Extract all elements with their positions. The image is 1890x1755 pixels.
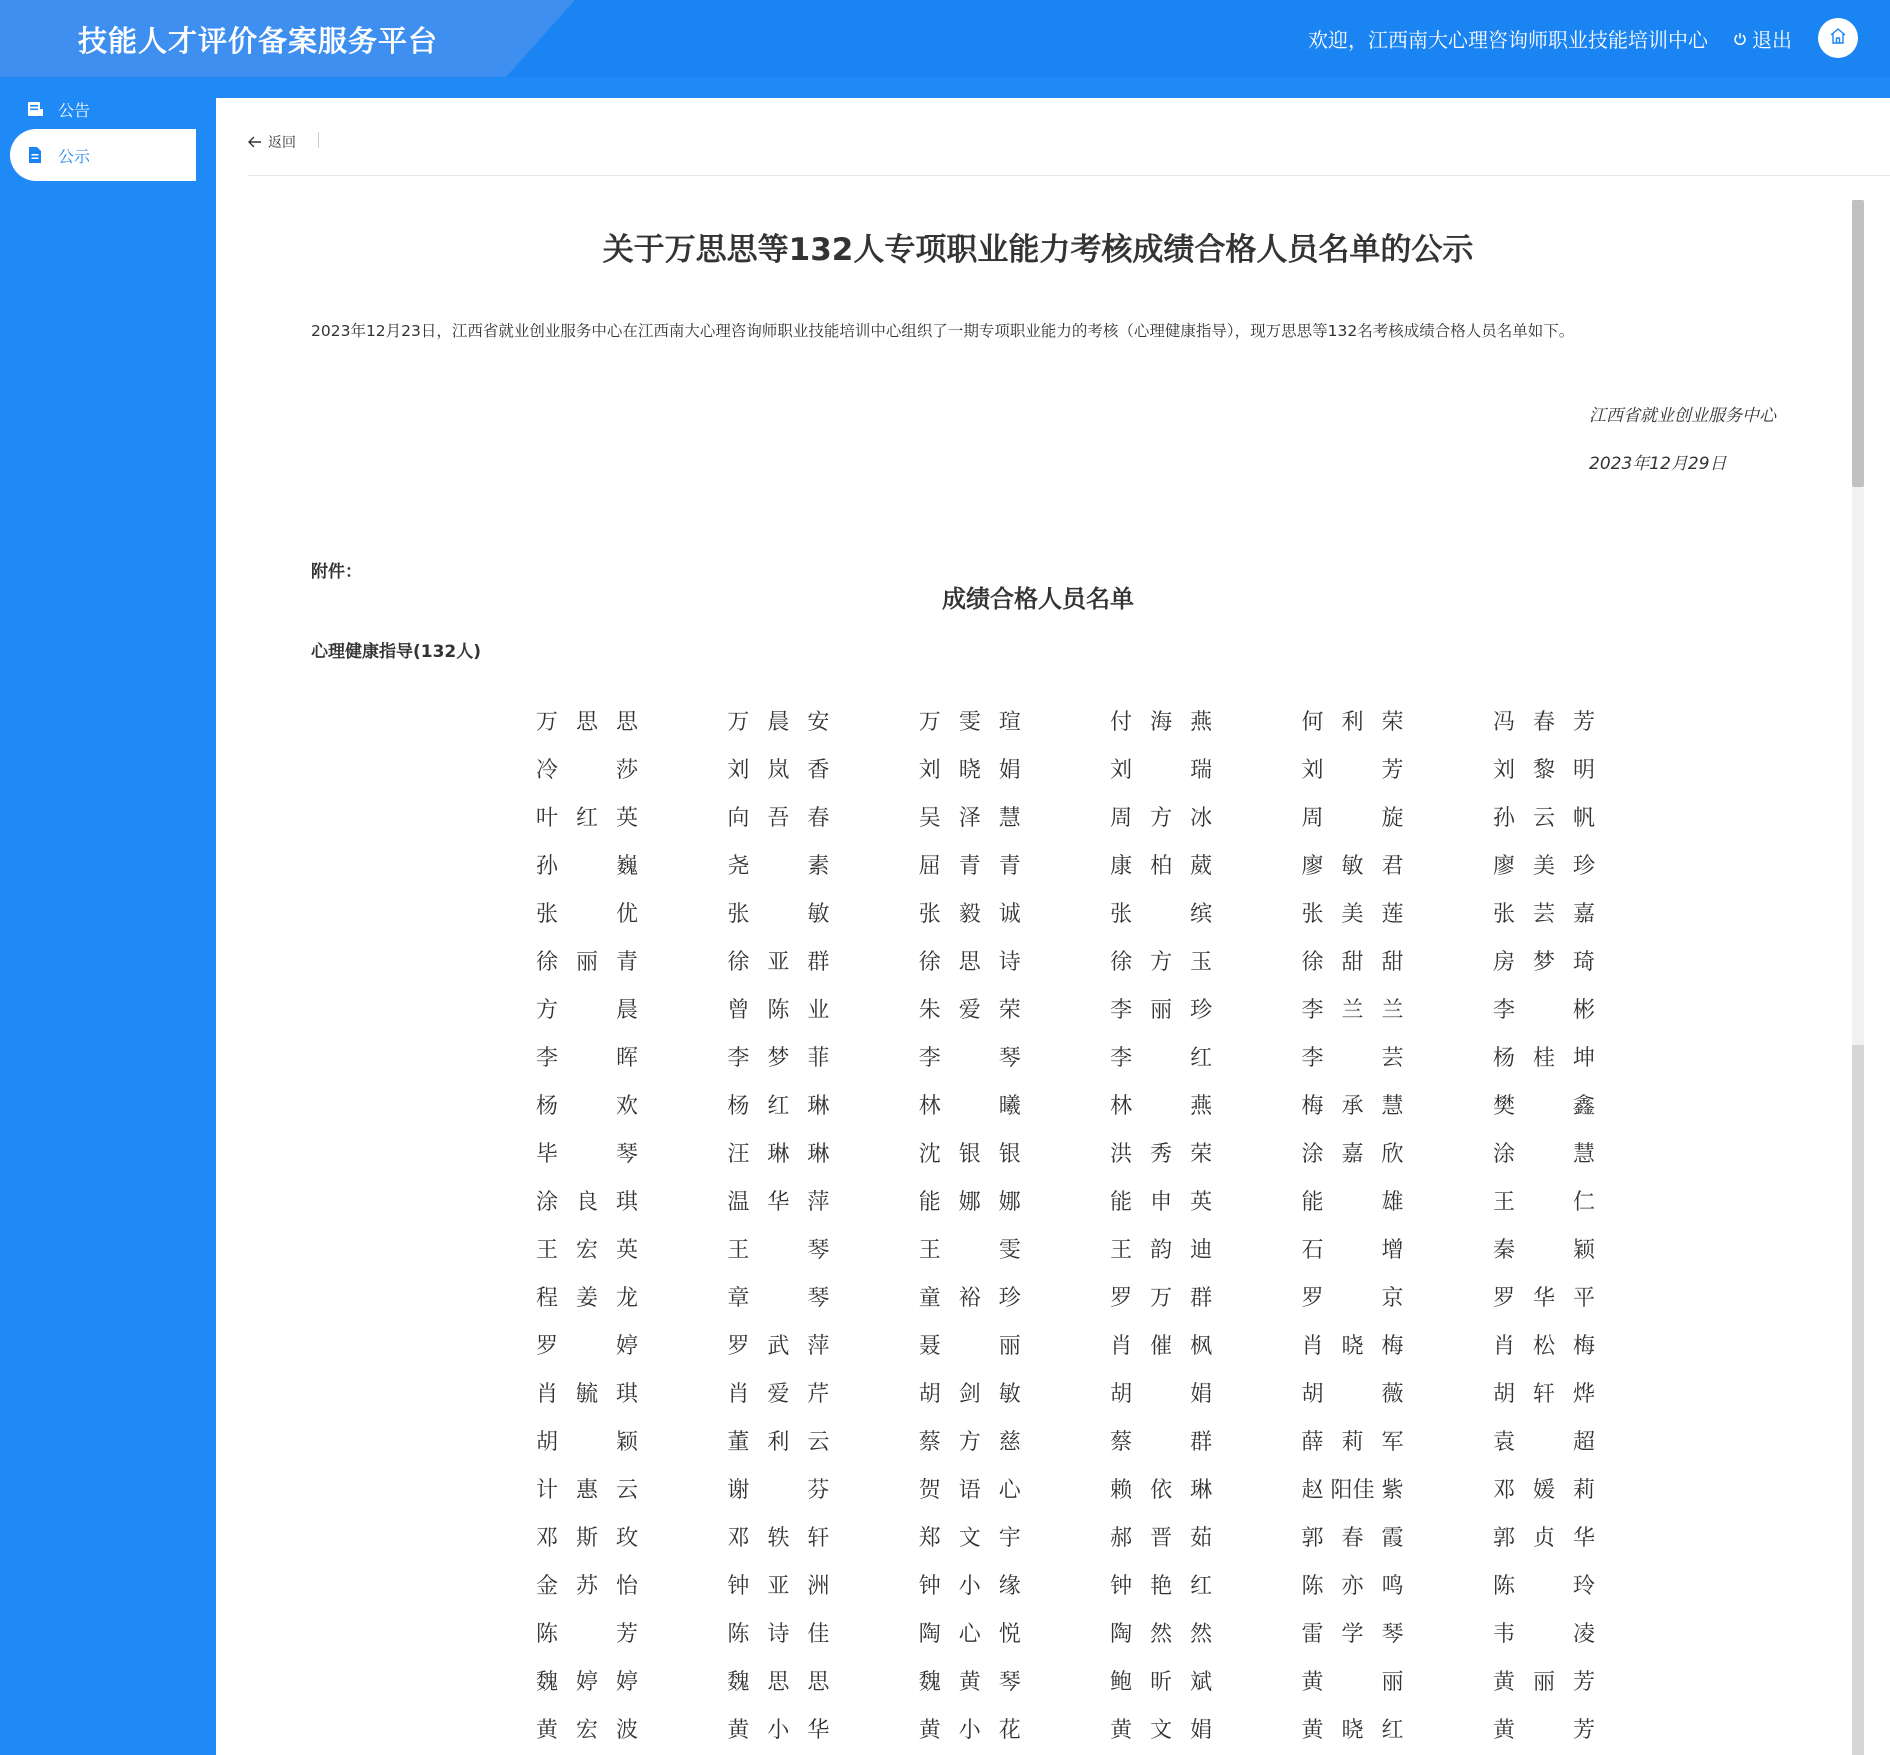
name-cell: 黄 小 花 bbox=[918, 1718, 1021, 1743]
name-cell: 肖 松 梅 bbox=[1492, 1334, 1595, 1359]
name-cell: 赵 阳佳 紫 bbox=[1301, 1478, 1404, 1503]
name-cell: 王 仁 bbox=[1492, 1190, 1595, 1215]
name-cell: 温 华 萍 bbox=[727, 1190, 830, 1215]
top-header bbox=[0, 0, 1890, 77]
name-cell: 金 苏 怡 bbox=[535, 1574, 638, 1599]
name-cell: 李 梦 菲 bbox=[727, 1046, 830, 1071]
name-cell: 涂 良 琪 bbox=[535, 1190, 638, 1215]
name-cell: 魏 婷 婷 bbox=[535, 1670, 638, 1695]
name-cell: 付 海 燕 bbox=[1110, 710, 1213, 735]
name-cell: 胡 剑 敏 bbox=[918, 1382, 1021, 1407]
name-cell: 李 芸 bbox=[1301, 1046, 1404, 1071]
name-cell: 曾 陈 业 bbox=[727, 998, 830, 1023]
name-cell: 罗 华 平 bbox=[1492, 1286, 1595, 1311]
names-grid bbox=[534, 699, 1714, 1755]
name-cell: 胡 颖 bbox=[535, 1430, 638, 1455]
name-cell: 林 燕 bbox=[1110, 1094, 1213, 1119]
name-cell: 徐 甜 甜 bbox=[1301, 950, 1404, 975]
name-cell: 王 韵 迪 bbox=[1110, 1238, 1213, 1263]
name-cell: 刘 芳 bbox=[1301, 758, 1404, 783]
name-cell: 肖 毓 琪 bbox=[535, 1382, 638, 1407]
name-cell: 郭 贞 华 bbox=[1492, 1526, 1595, 1551]
name-cell: 张 敏 bbox=[727, 902, 830, 927]
name-cell: 洪 秀 荣 bbox=[1110, 1142, 1213, 1167]
name-cell: 钟 艳 红 bbox=[1110, 1574, 1213, 1599]
header-divider bbox=[248, 175, 1890, 176]
name-cell: 冷 莎 bbox=[535, 758, 638, 783]
name-cell: 计 惠 云 bbox=[535, 1478, 638, 1503]
name-cell: 李 丽 珍 bbox=[1110, 998, 1213, 1023]
notice-title: 关于万思思等132人专项职业能力考核成绩合格人员名单的公示 bbox=[602, 232, 1474, 268]
name-cell: 贺 语 心 bbox=[918, 1478, 1021, 1503]
back-label: 返回 bbox=[268, 135, 296, 151]
name-cell: 尧 素 bbox=[727, 854, 830, 879]
name-cell: 沈 银 银 bbox=[918, 1142, 1021, 1167]
sidebar-item-publicity[interactable] bbox=[10, 129, 196, 181]
name-cell: 樊 鑫 bbox=[1492, 1094, 1595, 1119]
name-cell: 康 柏 葳 bbox=[1110, 854, 1213, 879]
name-cell: 杨 欢 bbox=[535, 1094, 638, 1119]
name-cell: 薛 莉 军 bbox=[1301, 1430, 1404, 1455]
platform-title: 技能人才评价备案服务平台 bbox=[78, 24, 439, 58]
name-cell: 周 方 冰 bbox=[1110, 806, 1213, 831]
name-cell: 孙 巍 bbox=[535, 854, 638, 879]
name-cell: 罗 婷 bbox=[535, 1334, 638, 1359]
name-cell: 陶 心 悦 bbox=[918, 1622, 1021, 1647]
name-cell: 陈 芳 bbox=[535, 1622, 638, 1647]
name-cell: 黄 丽 芳 bbox=[1492, 1670, 1595, 1695]
name-cell: 黄 文 娟 bbox=[1110, 1718, 1213, 1743]
sidebar-item-announcement[interactable] bbox=[10, 83, 196, 135]
name-cell: 袁 超 bbox=[1492, 1430, 1595, 1455]
name-cell: 叶 红 英 bbox=[535, 806, 638, 831]
name-cell: 聂 丽 bbox=[918, 1334, 1021, 1359]
name-cell: 肖 爱 芹 bbox=[727, 1382, 830, 1407]
name-cell: 万 晨 安 bbox=[727, 710, 830, 735]
sidebar bbox=[0, 77, 196, 1755]
home-button[interactable] bbox=[1818, 18, 1858, 58]
name-cell: 李 彬 bbox=[1492, 998, 1595, 1023]
name-cell: 黄 小 华 bbox=[727, 1718, 830, 1743]
name-cell: 魏 思 思 bbox=[727, 1670, 830, 1695]
name-cell: 杨 桂 坤 bbox=[1492, 1046, 1595, 1071]
name-cell: 张 芸 嘉 bbox=[1492, 902, 1595, 927]
name-cell: 赖 依 琳 bbox=[1110, 1478, 1213, 1503]
attachment-label: 附件： bbox=[311, 562, 362, 582]
name-cell: 钟 亚 洲 bbox=[727, 1574, 830, 1599]
name-cell: 鲍 昕 斌 bbox=[1110, 1670, 1213, 1695]
name-cell: 胡 轩 烨 bbox=[1492, 1382, 1595, 1407]
name-cell: 李 兰 兰 bbox=[1301, 998, 1404, 1023]
notice-issuer: 江西省就业创业服务中心 bbox=[1589, 406, 1776, 426]
name-cell: 黄 宏 波 bbox=[535, 1718, 638, 1743]
notice-intro: 2023年12月23日，江西省就业创业服务中心在江西南大心理咨询师职业技能培训中心组织了一期专项职业能力的考核（心理健康指导），现万思思等132名考核成绩合格人员名单如下。 bbox=[311, 322, 1575, 340]
document-icon bbox=[26, 146, 44, 164]
name-cell: 罗 京 bbox=[1301, 1286, 1404, 1311]
name-cell: 邓 媛 莉 bbox=[1492, 1478, 1595, 1503]
name-cell: 徐 亚 群 bbox=[727, 950, 830, 975]
notice-date: 2023年12月29日 bbox=[1589, 454, 1727, 474]
name-cell: 毕 琴 bbox=[535, 1142, 638, 1167]
name-cell: 郑 文 宇 bbox=[918, 1526, 1021, 1551]
name-cell: 罗 万 群 bbox=[1110, 1286, 1213, 1311]
power-icon bbox=[1733, 27, 1747, 51]
name-cell: 邓 斯 玫 bbox=[535, 1526, 638, 1551]
name-cell: 能 雄 bbox=[1301, 1190, 1404, 1215]
name-cell: 董 利 云 bbox=[727, 1430, 830, 1455]
scrollbar-thumb[interactable] bbox=[1852, 200, 1864, 487]
name-cell: 能 申 英 bbox=[1110, 1190, 1213, 1215]
name-cell: 刘 晓 娟 bbox=[918, 758, 1021, 783]
name-cell: 万 思 思 bbox=[535, 710, 638, 735]
name-cell: 陶 然 然 bbox=[1110, 1622, 1213, 1647]
toolbar-divider bbox=[318, 132, 319, 148]
name-cell: 孙 云 帆 bbox=[1492, 806, 1595, 831]
name-cell: 周 旋 bbox=[1301, 806, 1404, 831]
name-cell: 黄 晓 红 bbox=[1301, 1718, 1404, 1743]
name-cell: 石 增 bbox=[1301, 1238, 1404, 1263]
welcome-text: 欢迎，江西南大心理咨询师职业技能培训中心 bbox=[1308, 28, 1708, 52]
name-cell: 涂 慧 bbox=[1492, 1142, 1595, 1167]
name-cell: 徐 方 玉 bbox=[1110, 950, 1213, 975]
name-cell: 蔡 群 bbox=[1110, 1430, 1213, 1455]
name-cell: 秦 颖 bbox=[1492, 1238, 1595, 1263]
name-cell: 钟 小 缘 bbox=[918, 1574, 1021, 1599]
sidebar-item-label: 公告 bbox=[58, 100, 91, 120]
name-cell: 林 曦 bbox=[918, 1094, 1021, 1119]
name-cell: 张 缤 bbox=[1110, 902, 1213, 927]
name-cell: 魏 黄 琴 bbox=[918, 1670, 1021, 1695]
name-cell: 徐 丽 青 bbox=[535, 950, 638, 975]
name-cell: 陈 亦 鸣 bbox=[1301, 1574, 1404, 1599]
name-cell: 程 姜 龙 bbox=[535, 1286, 638, 1311]
name-cell: 胡 娟 bbox=[1110, 1382, 1213, 1407]
name-cell: 韦 凌 bbox=[1492, 1622, 1595, 1647]
name-cell: 王 宏 英 bbox=[535, 1238, 638, 1263]
name-cell: 陈 诗 佳 bbox=[727, 1622, 830, 1647]
name-cell: 廖 美 珍 bbox=[1492, 854, 1595, 879]
name-cell: 房 梦 琦 bbox=[1492, 950, 1595, 975]
sidebar-item-label: 公示 bbox=[58, 146, 91, 166]
name-cell: 朱 爱 荣 bbox=[918, 998, 1021, 1023]
logout-label: 退出 bbox=[1752, 28, 1792, 52]
scrollbar-lower bbox=[1852, 1045, 1864, 1755]
name-cell: 刘 黎 明 bbox=[1492, 758, 1595, 783]
name-cell: 王 雯 bbox=[918, 1238, 1021, 1263]
name-cell: 陈 玲 bbox=[1492, 1574, 1595, 1599]
name-cell: 童 裕 珍 bbox=[918, 1286, 1021, 1311]
name-cell: 章 琴 bbox=[727, 1286, 830, 1311]
name-cell: 刘 岚 香 bbox=[727, 758, 830, 783]
content-panel bbox=[216, 98, 1890, 1755]
name-cell: 李 晖 bbox=[535, 1046, 638, 1071]
name-cell: 李 红 bbox=[1110, 1046, 1213, 1071]
name-cell: 刘 瑞 bbox=[1110, 758, 1213, 783]
name-cell: 王 琴 bbox=[727, 1238, 830, 1263]
name-cell: 肖 晓 梅 bbox=[1301, 1334, 1404, 1359]
name-cell: 冯 春 芳 bbox=[1492, 710, 1595, 735]
category-label: 心理健康指导(132人) bbox=[311, 642, 482, 662]
list-title: 成绩合格人员名单 bbox=[942, 585, 1134, 613]
name-cell: 张 优 bbox=[535, 902, 638, 927]
name-cell: 郭 春 霞 bbox=[1301, 1526, 1404, 1551]
name-cell: 张 美 莲 bbox=[1301, 902, 1404, 927]
home-icon bbox=[1829, 27, 1847, 49]
name-cell: 李 琴 bbox=[918, 1046, 1021, 1071]
announcement-icon bbox=[26, 100, 44, 118]
back-button[interactable] bbox=[248, 132, 296, 152]
name-cell: 向 吾 春 bbox=[727, 806, 830, 831]
name-cell: 杨 红 琳 bbox=[727, 1094, 830, 1119]
name-cell: 吴 泽 慧 bbox=[918, 806, 1021, 831]
name-cell: 屈 青 青 bbox=[918, 854, 1021, 879]
name-cell: 黄 丽 bbox=[1301, 1670, 1404, 1695]
name-cell: 涂 嘉 欣 bbox=[1301, 1142, 1404, 1167]
name-cell: 邓 轶 轩 bbox=[727, 1526, 830, 1551]
name-cell: 罗 武 萍 bbox=[727, 1334, 830, 1359]
name-cell: 黄 芳 bbox=[1492, 1718, 1595, 1743]
logout-button[interactable] bbox=[1733, 24, 1792, 53]
name-cell: 郝 晋 茹 bbox=[1110, 1526, 1213, 1551]
arrow-left-icon bbox=[248, 136, 262, 148]
name-cell: 能 娜 娜 bbox=[918, 1190, 1021, 1215]
name-cell: 万 雯 瑄 bbox=[918, 710, 1021, 735]
name-cell: 蔡 方 慈 bbox=[918, 1430, 1021, 1455]
name-cell: 方 晨 bbox=[535, 998, 638, 1023]
name-cell: 胡 薇 bbox=[1301, 1382, 1404, 1407]
name-cell: 谢 芬 bbox=[727, 1478, 830, 1503]
name-cell: 梅 承 慧 bbox=[1301, 1094, 1404, 1119]
name-cell: 汪 琳 琳 bbox=[727, 1142, 830, 1167]
name-cell: 徐 思 诗 bbox=[918, 950, 1021, 975]
name-cell: 张 毅 诚 bbox=[918, 902, 1021, 927]
name-cell: 肖 催 枫 bbox=[1110, 1334, 1213, 1359]
name-cell: 廖 敏 君 bbox=[1301, 854, 1404, 879]
name-cell: 何 利 荣 bbox=[1301, 710, 1404, 735]
name-cell: 雷 学 琴 bbox=[1301, 1622, 1404, 1647]
